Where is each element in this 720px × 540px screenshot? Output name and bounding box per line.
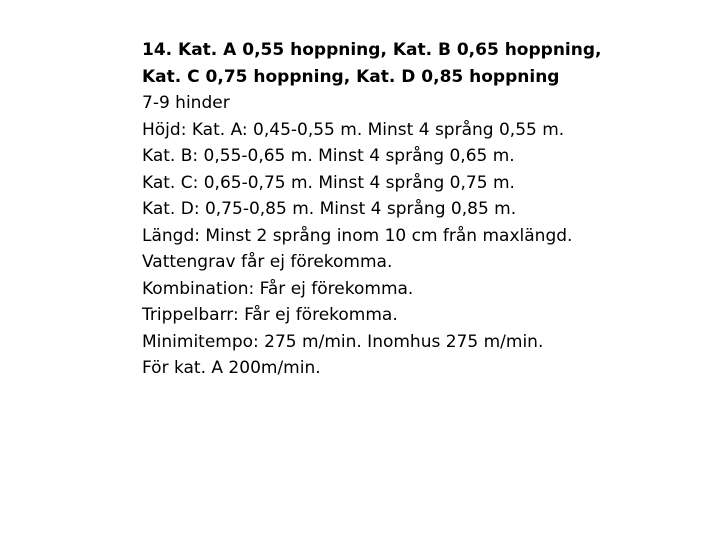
height-category-c-line: Kat. C: 0,65-0,75 m. Minst 4 språng 0,75 m. xyxy=(142,172,515,193)
length-rule-line: Längd: Minst 2 språng inom 10 cm från maxlängd. xyxy=(142,225,573,246)
minimum-tempo-line: Minimitempo: 275 m/min. Inomhus 275 m/min. xyxy=(142,331,544,352)
water-jump-rule-line: Vattengrav får ej förekomma. xyxy=(142,252,393,272)
height-category-b-line: Kat. B: 0,55-0,65 m. Minst 4 språng 0,65 m. xyxy=(142,146,515,166)
title-line: 14. Kat. A 0,55 hoppning, Kat. B 0,65 hoppning, xyxy=(142,40,602,60)
title-line: Kat. C 0,75 hoppning, Kat. D 0,85 hoppning xyxy=(142,66,560,87)
category-a-tempo-line: För kat. A 200m/min. xyxy=(142,358,321,378)
obstacle-count-line: 7-9 hinder xyxy=(142,93,230,113)
text-block xyxy=(142,37,702,382)
combination-rule-line: Kombination: Får ej förekomma. xyxy=(142,278,414,299)
height-category-d-line: Kat. D: 0,75-0,85 m. Minst 4 språng 0,85 m. xyxy=(142,199,517,219)
height-category-a-line: Höjd: Kat. A: 0,45-0,55 m. Minst 4 språng 0,55 m. xyxy=(142,119,565,140)
triple-bar-rule-line: Trippelbarr: Får ej förekomma. xyxy=(142,305,398,325)
